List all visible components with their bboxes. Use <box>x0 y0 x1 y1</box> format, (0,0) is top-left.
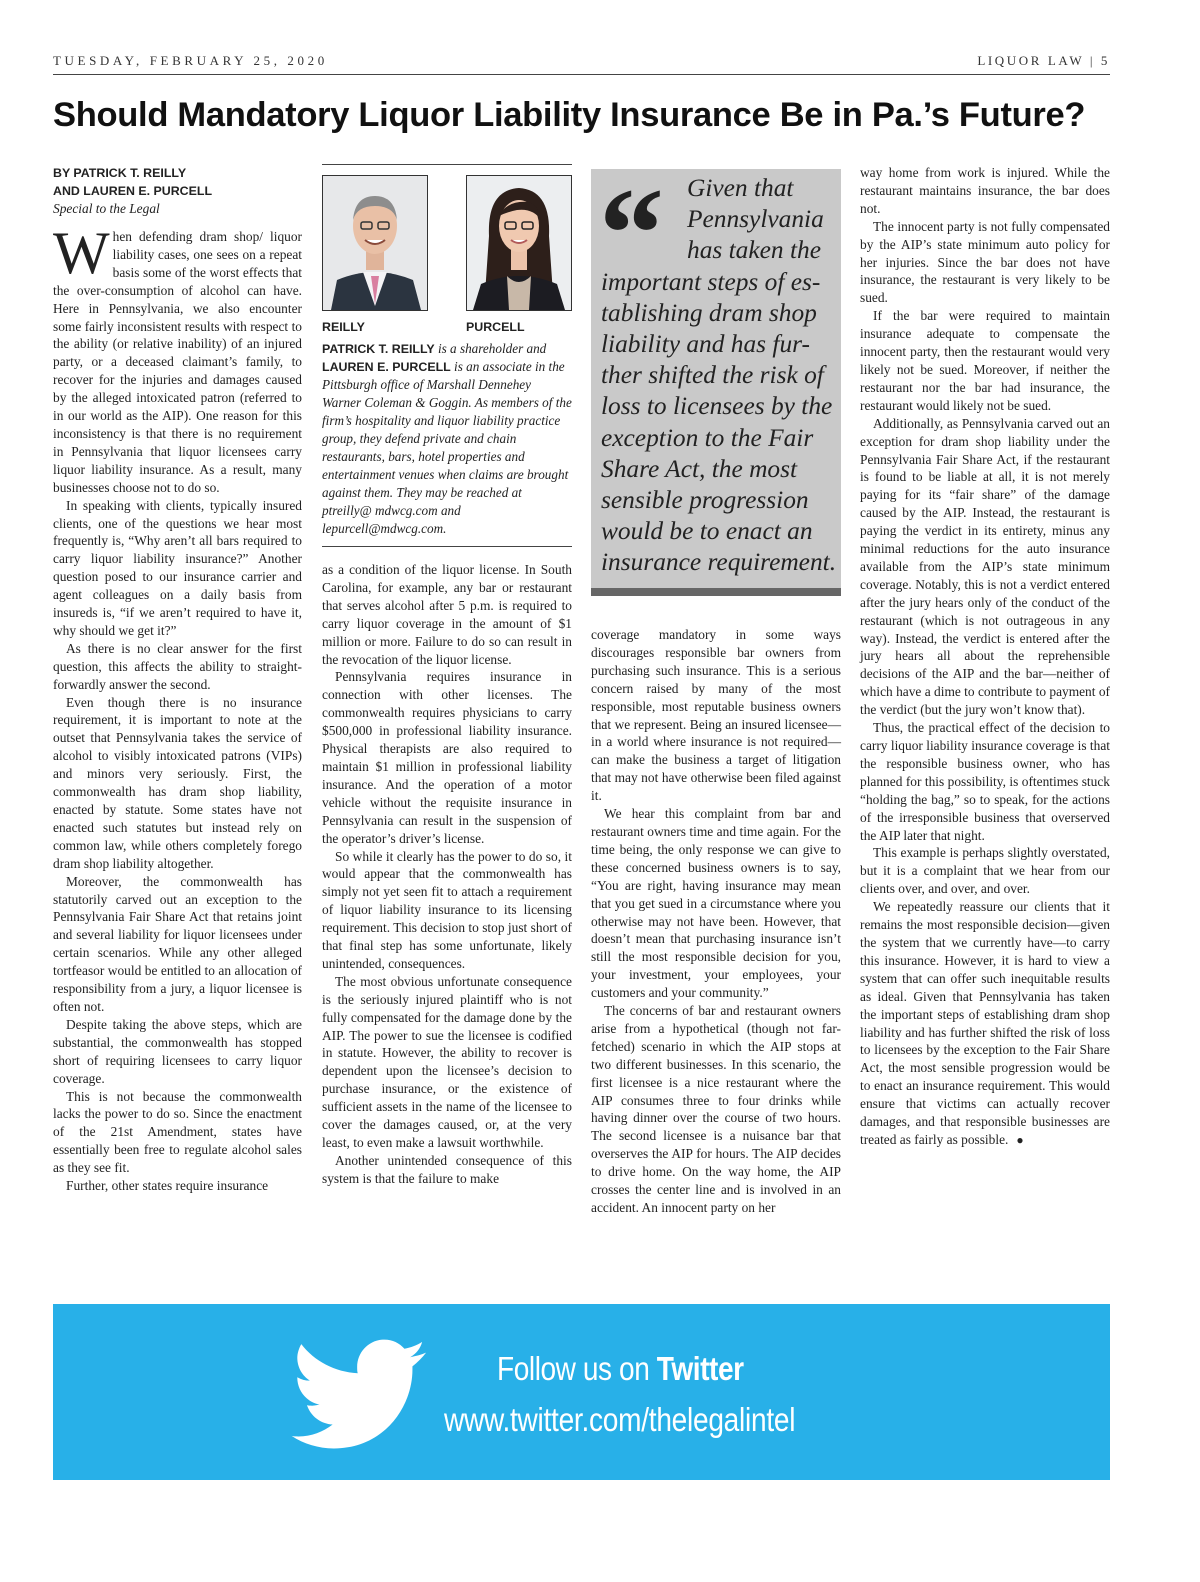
paragraph: Thus, the practical effect of the decision to carry liquor liability insurance coverage is that the responsible business owner, who has planned for this possibility, is oftentimes stuck “holding the bag,” so to speak, for the actions of the irresponsible business that overserved the AIP later that night. <box>860 720 1110 843</box>
article-column-3 <box>591 626 841 1217</box>
author-photo-purcell <box>466 175 572 311</box>
author-bio: PATRICK T. REILLY is a shareholder and LAUREN E. PURCELL is an associate in the Pittsburgh office of Marshall Dennehey Warner Coleman & Goggin. As members of the firm’s hospitality and liquor liability practice group, they defend private and chain restaurants, bars, hotel properties and entertainment venues when claims are brought against them. They may be reached at ptreilly@ mdwcg.com and lepurcell@mdwcg.com. <box>322 341 572 536</box>
twitter-bird-icon <box>290 1339 430 1453</box>
divider <box>322 164 572 165</box>
divider <box>322 546 572 547</box>
paragraph: Despite taking the above steps, which are substantial, the commonwealth has stopped short of requiring licensees to carry liquor coverage. <box>53 1016 302 1086</box>
paragraph: Another unintended consequence of this system is that the failure to make <box>322 1152 572 1186</box>
article-column-2 <box>322 561 572 1188</box>
byline-author-1: BY PATRICK T. REILLY <box>53 166 187 180</box>
twitter-banner[interactable] <box>53 1304 1110 1480</box>
pull-quote-box <box>591 162 841 596</box>
paragraph: We hear this complaint from bar and restaurant owners time and time again. For the time being, the only response we can give to these concerned business owners is to say, “You are right, having insurance may mean that you get sued in a circumstance where you otherwise may not have been. However, that doesn’t mean that purchasing insurance isn’t still the most responsible decision for you, your investment, your employees, your customers and your community.” <box>591 806 841 1001</box>
paragraph: As there is no clear answer for the first question, this affects the ability to straight-forwardly answer the second. <box>53 640 302 692</box>
twitter-url-link[interactable]: www.twitter.com/thelegalintel <box>444 1401 796 1438</box>
pull-quote: Given that Pennsylvania has taken the important steps of es- tablishing dram shop liability and has fur- ther shifted the risk of loss to licensees by the exception to the Fair Share Act, the most sensible progression would be to enact an insurance requirement. <box>601 174 837 577</box>
photo-caption-reilly: REILLY <box>322 320 365 334</box>
byline-affiliation: Special to the Legal <box>53 201 160 216</box>
paragraph: coverage mandatory in some ways discourages responsible bar owners from purchasing such insurance. This is a serious concern raised by many of the most responsible, most reputable business owners that we represent. Being an insured licensee—in a world where insurance is not required—can make the business a target of litigation that may not have otherwise been filed against it. <box>591 627 841 804</box>
byline <box>53 164 302 200</box>
section-page-label: LIQUOR LAW | 5 <box>977 53 1110 68</box>
article-column-1 <box>53 164 302 1195</box>
quote-mark-icon: “ <box>599 162 664 306</box>
paragraph: Moreover, the commonwealth has statutorily carved out an exception to the Pennsylvania Fair Share Act that retains joint and several liability for liquor licensees under certain scenarios. While any other alleged tortfeasor would be entitled to an allocation of responsibility from a jury, a liquor licensee is often not. <box>53 873 302 1014</box>
paragraph: This is not because the commonwealth lacks the power to do so. Since the enactment of the 21st Amendment, states have essentially been free to regulate alcohol sales as they see fit. <box>53 1088 302 1176</box>
paragraph: as a condition of the liquor license. In South Carolina, for example, any bar or restaurant that serves alcohol after 5 p.m. is required to carry liquor coverage in the amount of $1 million or more. Failure to do so can result in the revocation of the liquor license. <box>322 562 572 667</box>
photo-caption-purcell: PURCELL <box>466 320 525 334</box>
article-headline: Should Mandatory Liquor Liability Insurance Be in Pa.’s Future? <box>53 96 1086 134</box>
issue-date: TUESDAY, FEBRUARY 25, 2020 <box>53 53 328 68</box>
paragraph: If the bar were required to maintain insurance adequate to compensate the innocent party, then the restaurant would very likely not be sued. Moreover, if neither the restaurant nor the bar had insurance, the restaurant would likely not be sued. <box>860 308 1110 413</box>
paragraph: So while it clearly has the power to do so, it would appear that the commonwealth has simply not yet seen fit to attach a requirement of liquor liability insurance to its licensing requirement. This decision to stop just short of that final step has some unfortunate, likely unintended, consequences. <box>322 848 572 971</box>
paragraph: We repeatedly reassure our clients that it remains the most responsible decision—given the system that we currently have—to carry this insurance. However, it is hard to view a system that can offer such inequitable results as ideal. Given that Pennsylvania has taken the important steps of establishing dram shop liability and has further shifted the risk of loss to licensees by the exception to the Fair Share Act, the most sensible progression would be to enact an insurance requirement. This would ensure that victims can actually recover damages, and that responsible businesses are treated as fairly as possible. ● <box>860 899 1110 1147</box>
paragraph: The innocent party is not fully compensated by the AIP’s state minimum auto policy for her injuries. Since the bar does not have insurance, the restaurant is very likely to be sued. <box>860 218 1110 306</box>
paragraph: When defending dram shop/ liquor liability cases, one sees on a repeat basis some of the worst effects that the over-consumption of alcohol can have. Here in Pennsylvania, we also encounter some fairly inconsistent results with respect to the ability (or relative inability) of an injured party, or a deceased claimant’s family, to recover for the injuries and damages caused by the alleged intoxicated patron (referred to in our world as the AIP). One reason for this inconsistency is that there is no requirement in Pennsylvania that liquor licensees carry liquor liability insurance. As a result, many businesses choose not to do so. <box>53 220 302 495</box>
drop-cap: W <box>53 220 110 286</box>
byline-author-2: AND LAUREN E. PURCELL <box>53 184 213 198</box>
paragraph: This example is perhaps slightly overstated, but it is a complaint that we hear from our clients over, and over, and over. <box>860 845 1110 897</box>
follow-us-text: Follow us on Twitter <box>497 1350 744 1387</box>
paragraph: In speaking with clients, typically insured clients, one of the questions we hear most frequently is, “Why aren’t all bars required to carry liquor liability insurance?” Another question posed to our insurance carrier and agent colleagues on a daily basis from insureds is, “if we aren’t required to have it, why should we get it?” <box>53 497 302 638</box>
paragraph: The most obvious unfortunate consequence is the seriously injured plaintiff who is not fully compensated for the damage done by the AIP. The power to sue the licensee is codified in statute. However, the ability to recover is dependent upon the licensee’s decision to purchase insurance, or the existence of sufficient assets in the name of the licensee to cover the damages caused, or, at the very least, to even make a lawsuit worthwhile. <box>322 973 572 1150</box>
article-column-4 <box>860 164 1110 1150</box>
paragraph: The concerns of bar and restaurant owners arise from a hypothetical (though not far-fetched) scenario in which the AIP stops at two different businesses. In this scenario, the first licensee is a nice restaurant where the AIP consumes three to four drinks while having dinner over the course of two hours. The second licensee is a nuisance bar that overserves the AIP for hours. The AIP decides to drive home. On the way home, the AIP crosses the center line and is involved in an accident. An innocent party on her <box>591 1003 841 1215</box>
paragraph: Additionally, as Pennsylvania carved out an exception for dram shop liability under the Pennsylvania Fair Share Act, if the restaurant is found to be liable at all, it is not merely paying for its “fair share” of the damage caused by the AIP. Instead, the restaurant is paying the verdict in its entirety, minus any minimal reductions for the auto insurance available from the AIP’s state minimum coverage. Notably, this is not a verdict entered after the jury hears only of the conduct of the restaurant (which is not outrageous in any way). Instead, the verdict is entered after the jury hears all about the reprehensible decisions of the AIP and the bar—neither of which have a dime to contribute to payment of the verdict (but the jury won’t know that). <box>860 415 1110 718</box>
paragraph: Even though there is no insurance requirement, it is important to note at the outset that Pennsylvania takes the service of alcohol to visibly intoxicated patrons (VIPs) and minors very seriously. First, the commonwealth has dram shop liability, enacted by statute. Some states have not enacted such statutes but instead rely on common law, while others completely forego dram shop liability altogether. <box>53 694 302 871</box>
paragraph: Pennsylvania requires insurance in connection with other licenses. The commonwealth requires physicians to carry $500,000 in professional liability insurance. Physical therapists are also required to maintain $1 million in professional liability insurance. And the operation of a motor vehicle without the requisite insurance in Pennsylvania can result in the suspension of the operator’s driver’s license. <box>322 669 572 846</box>
header-rule <box>53 74 1110 75</box>
paragraph: Further, other states require insurance <box>66 1178 269 1194</box>
author-photo-block <box>322 164 572 547</box>
paragraph: way home from work is injured. While the restaurant maintains insurance, the bar does not. <box>860 165 1110 216</box>
author-photo-reilly <box>322 175 428 311</box>
end-mark-icon: ● <box>1016 1132 1024 1147</box>
